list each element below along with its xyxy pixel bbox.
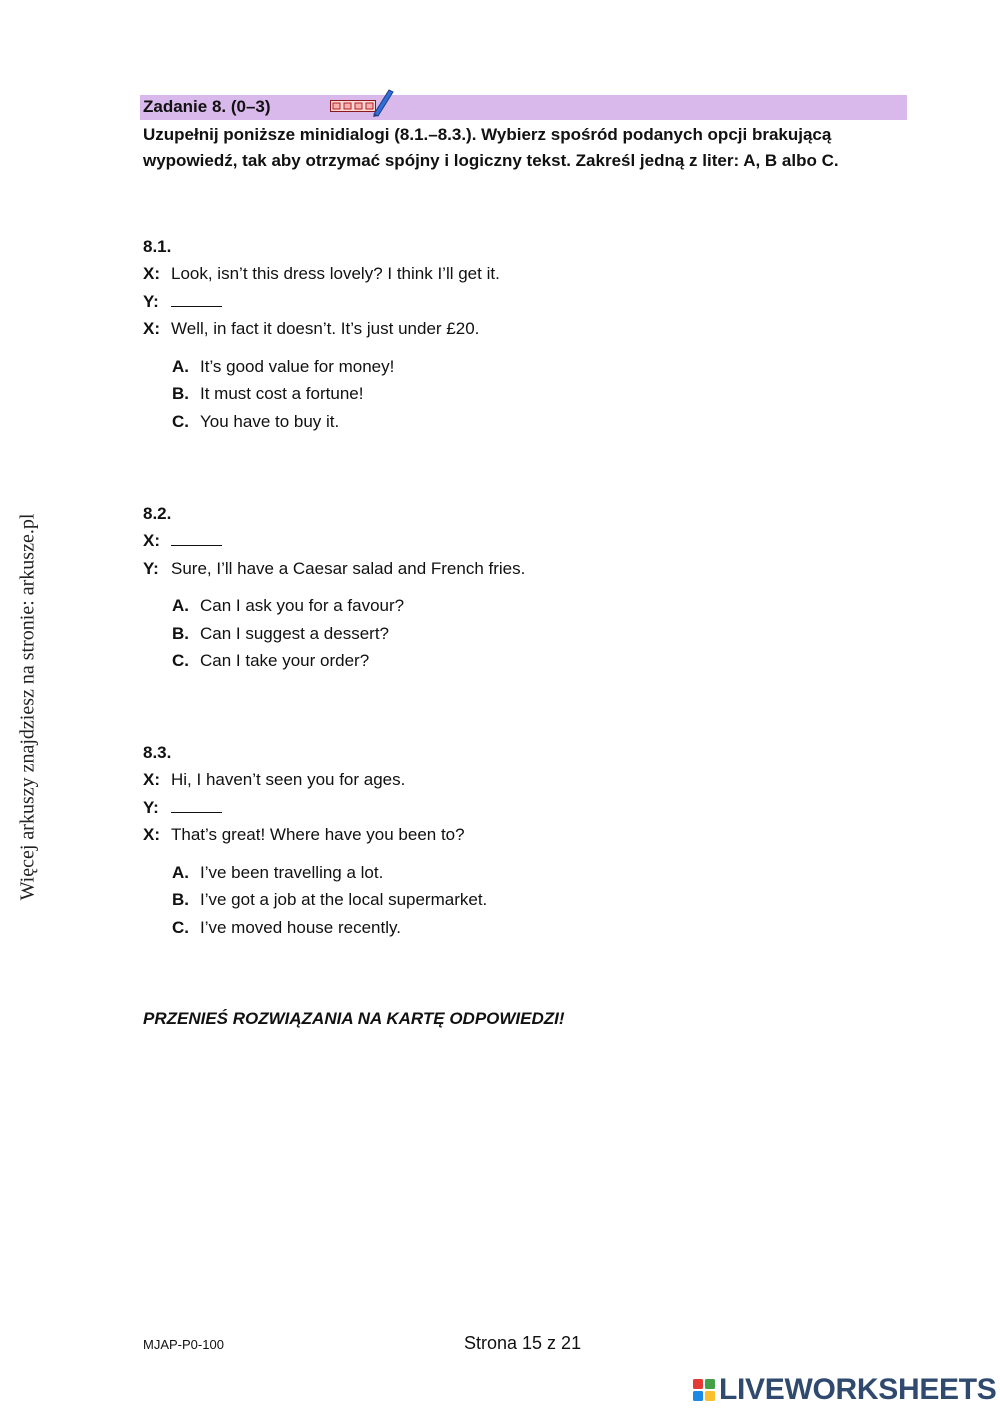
dialog-text: Sure, I’ll have a Caesar salad and French fries. [171,558,526,578]
task-title: Zadanie 8. (0–3) [143,97,271,116]
option-c[interactable] [172,408,903,436]
answer-options [143,592,903,675]
option-letter: C. [172,411,189,431]
option-text: Can I ask you for a favour? [200,596,405,615]
speaker-label: X: [143,264,160,283]
speaker-label: Y: [143,797,159,817]
option-letter: B. [172,623,189,643]
speaker-label: X: [143,770,160,789]
question-number: 8.1. [143,237,172,256]
dialog-text: Hi, I haven’t seen you for ages. [171,770,406,789]
option-text: I’ve been travelling a lot. [200,862,384,882]
option-letter: A. [172,356,189,376]
side-watermark-text: Więcej arkuszy znajdziesz na stronie: arkusze.pl [16,513,39,901]
liveworksheets-logo [693,1374,997,1406]
question-number: 8.3. [143,743,172,762]
option-text: It must cost a fortune! [200,384,364,404]
brand-name: LIVEWORKSHEETS [719,1373,997,1406]
dialog-line [143,288,903,316]
option-text: I’ve got a job at the local supermarket. [200,890,488,910]
dialog-text: Look, isn’t this dress lovely? I think I’ll get it. [171,264,500,283]
answer-options [143,859,903,942]
option-b[interactable] [172,886,903,914]
option-letter: C. [172,651,189,671]
dialog-text: Well, in fact it doesn’t. It’s just under £20. [171,319,480,338]
option-text: It’s good value for money! [200,356,395,376]
dialog-line [143,794,903,822]
option-text: You have to buy it. [200,411,340,431]
dialog-line [143,821,903,849]
answer-options [143,353,903,436]
exam-code: MJAP-P0-100 [143,1337,224,1352]
dialog-line [143,766,903,794]
option-text: Can I suggest a dessert? [200,623,390,643]
option-b[interactable] [172,380,903,408]
question-8-3 [143,739,903,941]
task-instructions: Uzupełnij poniższe minidialogi (8.1.–8.3.). Wybierz spośród podanych opcji brakującą wypowiedź, tak aby otrzymać spójny i logiczny tekst. Zakreśl jedną z liter: A, B albo C. [143,125,839,170]
dialog-line [143,527,903,555]
dialog-line [143,315,903,343]
option-letter: A. [172,596,189,615]
speaker-label: X: [143,319,160,338]
dialog-line [143,555,903,583]
answer-blank [171,531,222,546]
option-letter: A. [172,862,189,882]
option-c[interactable] [172,914,903,942]
dialog-line [143,260,903,288]
question-8-1 [143,233,903,435]
option-letter: B. [172,384,189,404]
transfer-answers-note: PRZENIEŚ ROZWIĄZANIA NA KARTĘ ODPOWIEDZI! [143,1009,565,1028]
speaker-label: X: [143,531,160,550]
question-number: 8.2. [143,504,172,523]
page-number: Strona 15 z 21 [464,1333,582,1353]
speaker-label: Y: [143,558,159,578]
dialog-text: That’s great! Where have you been to? [171,825,465,844]
option-letter: B. [172,890,189,910]
question-8-2 [143,500,903,675]
option-text: I’ve moved house recently. [200,917,401,937]
speaker-label: X: [143,825,160,844]
option-letter: C. [172,917,189,937]
answer-blank [171,292,222,307]
option-a[interactable] [172,353,903,381]
answer-blank [171,798,222,813]
option-b[interactable] [172,620,903,648]
liveworksheets-logo-icon [693,1379,715,1401]
option-c[interactable] [172,647,903,675]
option-text: Can I take your order? [200,651,370,671]
speaker-label: Y: [143,291,159,311]
option-a[interactable] [172,859,903,887]
option-a[interactable] [172,592,903,620]
pencil-icon [330,87,396,122]
